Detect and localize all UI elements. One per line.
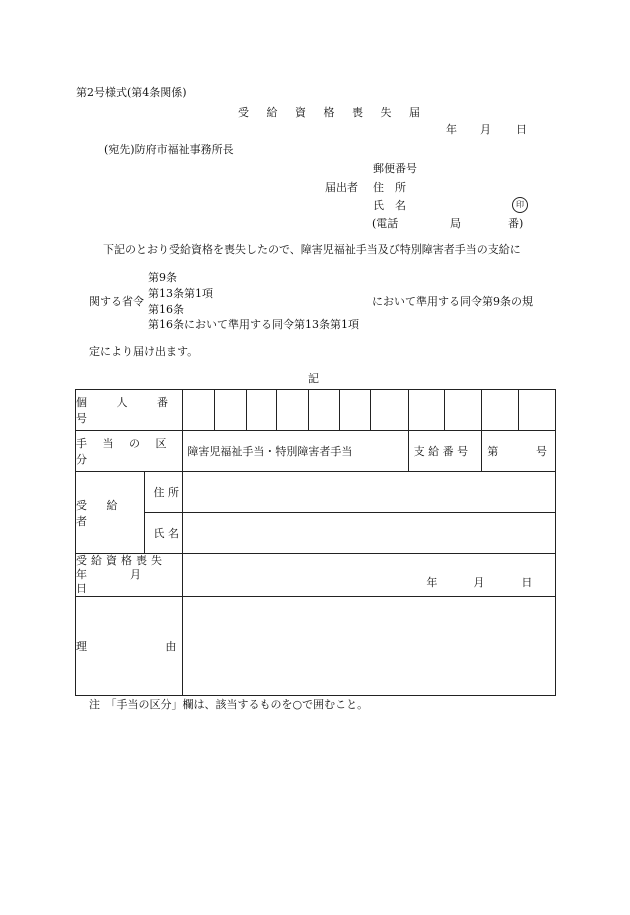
option-article-13: 第13条第1項 — [148, 287, 213, 300]
notifier-address-label: 住 所 — [373, 181, 406, 194]
body-line-1: 下記のとおり受給資格を喪失したので、障害児福祉手当及び特別障害者手当の支給に — [103, 243, 521, 256]
body-right-suffix: において準用する同令第9条の規 — [372, 295, 533, 308]
option-article-16: 第16条 — [148, 303, 184, 316]
loss-date-day: 日 — [521, 576, 533, 589]
loss-date-label: 受給資格喪失 年 月 日 — [76, 554, 184, 595]
payment-number-label: 支 給 番 号 — [408, 431, 482, 472]
notifier-name-label: 氏 名 — [373, 199, 406, 212]
option-article-9: 第9条 — [148, 271, 177, 284]
payment-number-prefix: 第 — [487, 445, 499, 458]
personal-number-digit[interactable] — [214, 390, 246, 431]
form-title: 受 給 資 格 喪 失 届 — [238, 106, 427, 119]
addressee: (宛先)防府市福祉事務所長 — [104, 143, 234, 156]
recipient-address-field[interactable] — [183, 472, 556, 513]
payment-number-suffix: 号 — [536, 445, 547, 458]
recipient-name-field[interactable] — [183, 513, 556, 554]
reason-field[interactable] — [183, 597, 556, 696]
personal-number-digit[interactable] — [246, 390, 277, 431]
personal-number-digit[interactable] — [445, 390, 482, 431]
allowance-type-value[interactable]: 障害児福祉手当・特別障害者手当 — [183, 431, 408, 472]
row-personal-number — [76, 390, 556, 431]
row-loss-date — [76, 554, 556, 597]
form-number: 第2号様式(第4条関係) — [76, 86, 187, 99]
row-reason — [76, 597, 556, 696]
notifier-role-label: 届出者 — [325, 181, 358, 194]
personal-number-digit[interactable] — [519, 390, 556, 431]
personal-number-label: 個 人 番 号 — [76, 390, 183, 431]
phone-label: (電話 — [372, 217, 399, 230]
row-recipient-address — [76, 472, 556, 513]
seal-mark — [512, 197, 528, 213]
recipient-address-label: 住 所 — [145, 472, 183, 513]
loss-date-month: 月 — [473, 576, 485, 589]
personal-number-digit[interactable] — [482, 390, 519, 431]
personal-number-digit[interactable] — [277, 390, 309, 431]
body-line-3: 定により届け出ます。 — [89, 345, 199, 358]
row-allowance-type — [76, 431, 556, 472]
personal-number-digit[interactable] — [308, 390, 340, 431]
personal-number-digit[interactable] — [183, 390, 215, 431]
seal-icon: 印 — [512, 197, 528, 213]
personal-number-digit[interactable] — [370, 390, 408, 431]
recipient-name-label: 氏 名 — [145, 513, 183, 554]
footnote: 注 「手当の区分」欄は、該当するものを○で囲むこと。 — [89, 698, 369, 711]
recipient-label: 受 給 者 — [76, 472, 145, 554]
phone-number-label: 番) — [508, 217, 524, 230]
option-article-16-applied: 第16条において準用する同令第13条第1項 — [148, 318, 359, 331]
personal-number-digit[interactable] — [408, 390, 445, 431]
ki-label: 記 — [308, 372, 319, 385]
personal-number-digit[interactable] — [340, 390, 371, 431]
loss-date-year: 年 — [426, 576, 438, 589]
form-table — [75, 389, 556, 696]
postal-code-label: 郵便番号 — [373, 162, 417, 175]
loss-date-field[interactable] — [183, 554, 556, 597]
reason-label: 理 由 — [76, 597, 183, 696]
payment-number-field[interactable] — [482, 431, 556, 472]
body-left-prefix: 関する省令 — [89, 295, 144, 308]
allowance-type-label: 手 当 の 区 分 — [76, 431, 183, 472]
row-recipient-name — [76, 513, 556, 554]
date-day-label: 日 — [516, 123, 527, 136]
date-year-label: 年 — [446, 123, 457, 136]
date-month-label: 月 — [480, 123, 491, 136]
phone-exchange-label: 局 — [450, 217, 461, 230]
